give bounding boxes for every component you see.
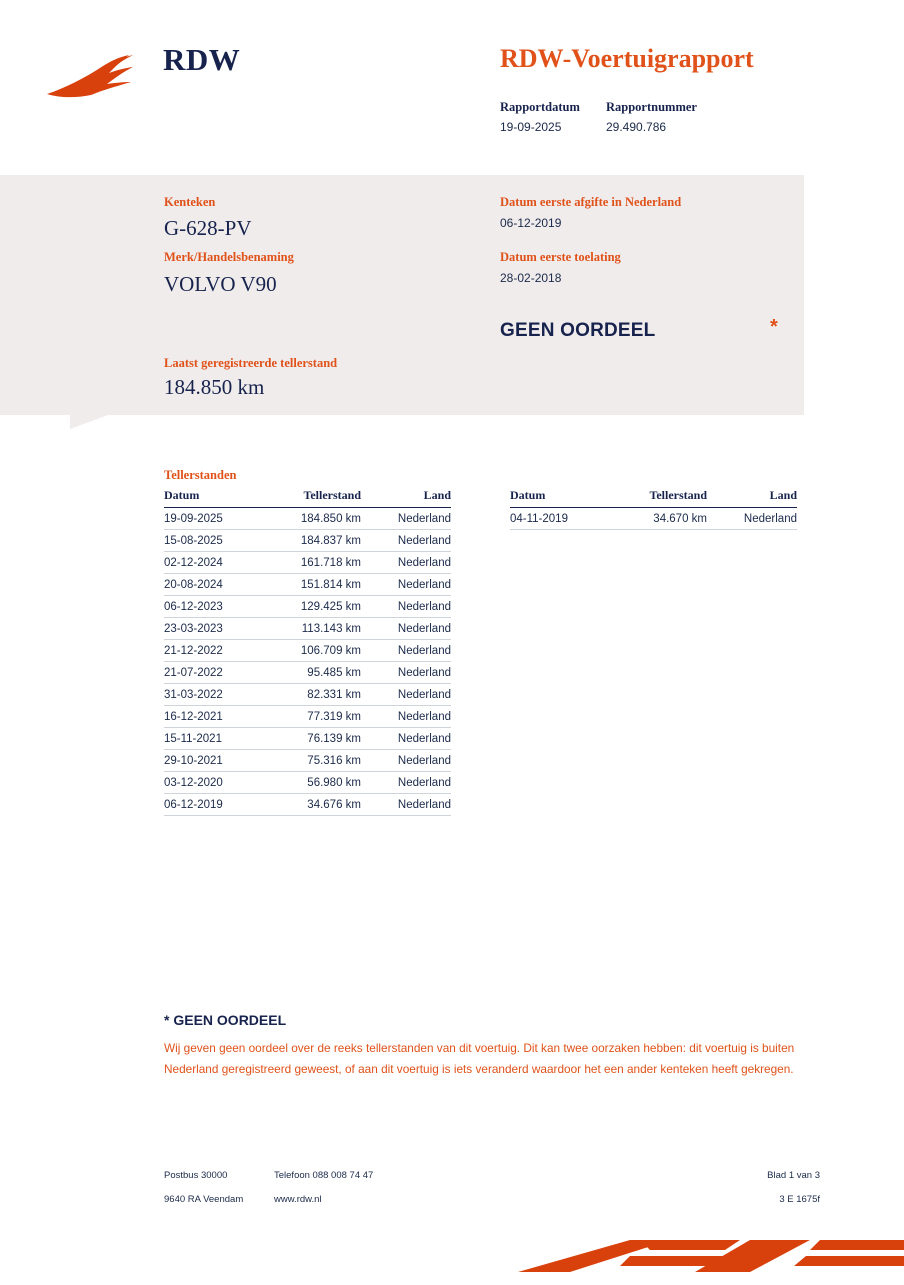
cell-land: Nederland xyxy=(369,728,451,750)
kenteken-value: G-628-PV xyxy=(164,216,252,240)
cell-tellerstand: 56.980 km xyxy=(274,772,369,794)
col-tellerstand: Tellerstand xyxy=(274,488,369,508)
cell-land: Nederland xyxy=(369,618,451,640)
cell-datum: 15-11-2021 xyxy=(164,728,274,750)
oordeel-asterisk: * xyxy=(770,316,778,338)
footnote-body: Wij geven geen oordeel over de reeks tellerstanden van dit voertuig. Dit kan twee oorzaken hebben: dit voertuig is buiten Nederland geregistreerd geweest, of aan dit voertuig is iets veranderd waardoor het een ander kenteken heeft gekregen. xyxy=(164,1041,795,1076)
table-row xyxy=(164,618,451,640)
tellerstanden-table-right xyxy=(510,488,797,530)
cell-datum: 21-07-2022 xyxy=(164,662,274,684)
col-land: Land xyxy=(715,488,797,508)
footer-decoration-icon xyxy=(510,1232,904,1285)
vehicle-summary-panel xyxy=(0,175,804,415)
cell-tellerstand: 129.425 km xyxy=(274,596,369,618)
table-row xyxy=(164,706,451,728)
tellerstanden-table-left xyxy=(164,488,451,816)
cell-datum: 29-10-2021 xyxy=(164,750,274,772)
footer-blad: Blad 1 van 3 xyxy=(767,1170,820,1181)
rapportdatum-value: 19-09-2025 xyxy=(500,120,562,134)
cell-tellerstand: 82.331 km xyxy=(274,684,369,706)
laatste-tellerstand-label: Laatst geregistreerde tellerstand xyxy=(164,356,338,370)
col-datum: Datum xyxy=(510,488,620,508)
footer-code: 3 E 1675f xyxy=(779,1194,820,1205)
cell-land: Nederland xyxy=(369,574,451,596)
tellerstanden-title: Tellerstanden xyxy=(164,468,237,482)
footer-plaats: 9640 RA Veendam xyxy=(164,1194,244,1205)
col-datum: Datum xyxy=(164,488,274,508)
merk-value: VOLVO V90 xyxy=(164,272,277,296)
cell-datum: 03-12-2020 xyxy=(164,772,274,794)
table-body-right xyxy=(510,508,797,530)
table-body-left xyxy=(164,508,451,816)
cell-tellerstand: 75.316 km xyxy=(274,750,369,772)
footnote-title xyxy=(164,1012,286,1028)
laatste-tellerstand-value: 184.850 km xyxy=(164,375,265,399)
table-row xyxy=(164,684,451,706)
table-row xyxy=(164,596,451,618)
footer-postbus: Postbus 30000 xyxy=(164,1170,228,1181)
footnote-title-text: GEEN OORDEEL xyxy=(173,1012,287,1028)
cell-land: Nederland xyxy=(369,530,451,552)
cell-land: Nederland xyxy=(369,552,451,574)
footer-website[interactable]: www.rdw.nl xyxy=(274,1194,322,1205)
rapportdatum-label: Rapportdatum xyxy=(500,100,580,114)
table-row xyxy=(164,508,451,530)
cell-land: Nederland xyxy=(369,596,451,618)
cell-datum: 15-08-2025 xyxy=(164,530,274,552)
table-row xyxy=(164,772,451,794)
table-row xyxy=(164,640,451,662)
cell-datum: 21-12-2022 xyxy=(164,640,274,662)
eerste-afgifte-value: 06-12-2019 xyxy=(500,216,562,230)
cell-tellerstand: 76.139 km xyxy=(274,728,369,750)
oordeel-badge: GEEN OORDEEL xyxy=(500,320,656,341)
table-row xyxy=(164,662,451,684)
cell-datum: 31-03-2022 xyxy=(164,684,274,706)
table-row xyxy=(164,530,451,552)
table-header-row xyxy=(510,488,797,508)
page-title: RDW-Voertuigrapport xyxy=(500,44,754,73)
cell-datum: 06-12-2023 xyxy=(164,596,274,618)
table-row xyxy=(164,728,451,750)
cell-tellerstand: 113.143 km xyxy=(274,618,369,640)
table-row xyxy=(164,750,451,772)
kenteken-label: Kenteken xyxy=(164,195,216,209)
cell-tellerstand: 151.814 km xyxy=(274,574,369,596)
cell-datum: 16-12-2021 xyxy=(164,706,274,728)
col-land: Land xyxy=(369,488,451,508)
eerste-afgifte-label: Datum eerste afgifte in Nederland xyxy=(500,195,682,209)
cell-tellerstand: 95.485 km xyxy=(274,662,369,684)
cell-land: Nederland xyxy=(369,662,451,684)
footnote-asterisk: * xyxy=(164,1012,170,1028)
rapportnummer-label: Rapportnummer xyxy=(606,100,697,114)
cell-land: Nederland xyxy=(715,508,797,530)
cell-datum: 06-12-2019 xyxy=(164,794,274,816)
cell-land: Nederland xyxy=(369,706,451,728)
cell-land: Nederland xyxy=(369,640,451,662)
merk-label: Merk/Handelsbenaming xyxy=(164,250,294,264)
cell-land: Nederland xyxy=(369,750,451,772)
cell-land: Nederland xyxy=(369,508,451,530)
cell-datum: 04-11-2019 xyxy=(510,508,620,530)
eerste-toelating-value: 28-02-2018 xyxy=(500,271,562,285)
cell-datum: 20-08-2024 xyxy=(164,574,274,596)
footer-telefoon: Telefoon 088 008 74 47 xyxy=(274,1170,374,1181)
cell-land: Nederland xyxy=(369,684,451,706)
cell-tellerstand: 184.850 km xyxy=(274,508,369,530)
rdw-logo-icon xyxy=(45,50,150,107)
cell-tellerstand: 106.709 km xyxy=(274,640,369,662)
table-row xyxy=(164,552,451,574)
table-header-row xyxy=(164,488,451,508)
table-row xyxy=(164,574,451,596)
cell-land: Nederland xyxy=(369,772,451,794)
rdw-wordmark: RDW xyxy=(163,42,241,77)
cell-tellerstand: 161.718 km xyxy=(274,552,369,574)
cell-datum: 23-03-2023 xyxy=(164,618,274,640)
cell-tellerstand: 77.319 km xyxy=(274,706,369,728)
report-meta-values xyxy=(500,118,666,136)
cell-land: Nederland xyxy=(369,794,451,816)
col-tellerstand: Tellerstand xyxy=(620,488,715,508)
eerste-toelating-label: Datum eerste toelating xyxy=(500,250,621,264)
panel-notch-decoration xyxy=(70,415,108,429)
rapportnummer-value: 29.490.786 xyxy=(606,120,667,134)
rdw-logo xyxy=(45,42,245,102)
cell-datum: 19-09-2025 xyxy=(164,508,274,530)
report-meta-labels xyxy=(500,98,697,116)
table-row xyxy=(164,794,451,816)
cell-tellerstand: 34.670 km xyxy=(620,508,715,530)
page-footer-right xyxy=(700,1170,820,1218)
table-row xyxy=(510,508,797,530)
cell-datum: 02-12-2024 xyxy=(164,552,274,574)
cell-tellerstand: 184.837 km xyxy=(274,530,369,552)
cell-tellerstand: 34.676 km xyxy=(274,794,369,816)
